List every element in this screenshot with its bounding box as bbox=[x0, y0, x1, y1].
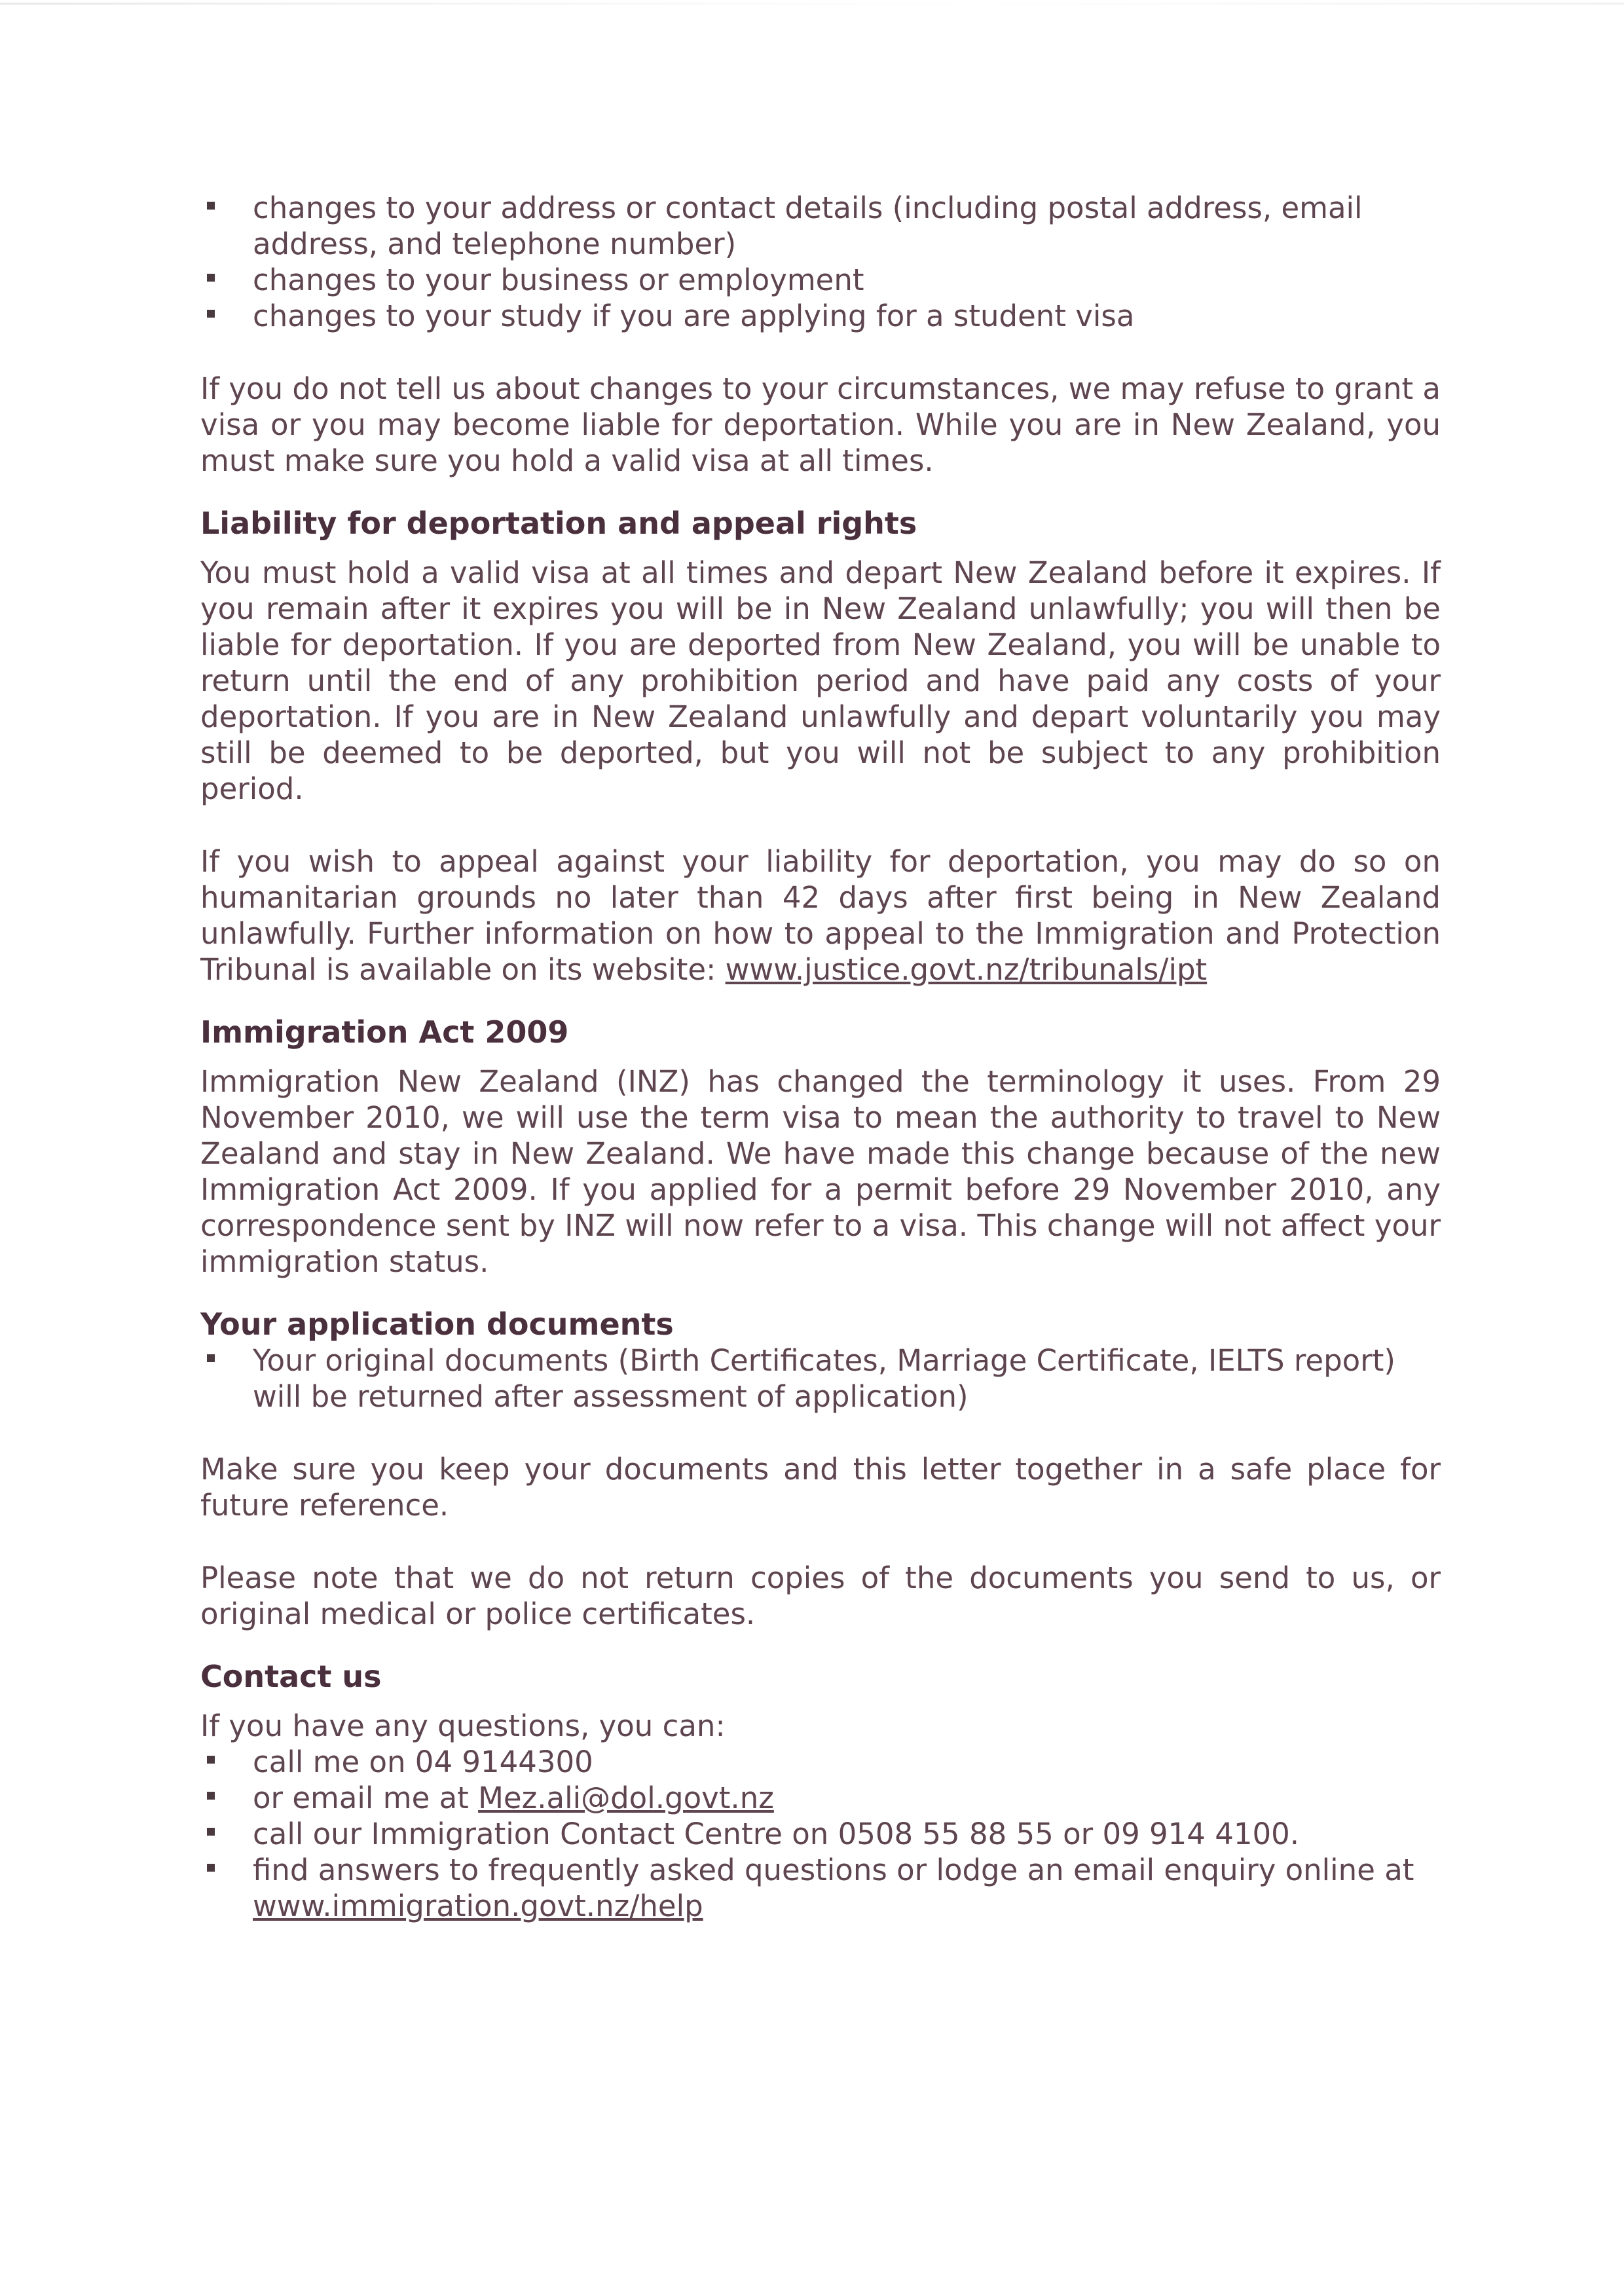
appeal-text: If you wish to appeal against your liability for deportation, you may do so on humanitarian grounds no later than 42 days after first being in New Zealand unlawfully. Further information on how to appeal to the Immigration and Protection Tribunal is available on its website: bbox=[200, 844, 1441, 987]
list-item-text: changes to your business or employment bbox=[253, 263, 864, 297]
email-link[interactable]: Mez.ali@dol.govt.nz bbox=[478, 1781, 774, 1815]
list-item-text: Your original documents (Birth Certificates, Marriage Certificate, IELTS report) will be returned after assessment of application) bbox=[253, 1343, 1395, 1414]
documents-list bbox=[200, 1342, 1441, 1415]
tribunal-website-link[interactable]: www.justice.govt.nz/tribunals/ipt bbox=[725, 952, 1208, 987]
appeal-paragraph bbox=[200, 843, 1441, 988]
list-item bbox=[200, 1816, 1441, 1852]
contact-intro: If you have any questions, you can: bbox=[200, 1709, 726, 1743]
list-item-text: changes to your study if you are applying for a student visa bbox=[253, 299, 1135, 333]
circumstances-paragraph: If you do not tell us about changes to your circumstances, we may refuse to grant a visa or you may become liable for deportation. While you are in New Zealand, you must make sure you hold a valid visa at all times. bbox=[200, 371, 1441, 478]
help-website-link[interactable]: www.immigration.govt.nz/help bbox=[253, 1889, 703, 1923]
list-item bbox=[200, 298, 1441, 334]
square-bullet-icon bbox=[207, 202, 215, 210]
square-bullet-icon bbox=[207, 1756, 215, 1764]
scan-edge bbox=[0, 3, 1624, 5]
act-heading: Immigration Act 2009 bbox=[200, 1014, 569, 1050]
list-item-text: changes to your address or contact details (including postal address, email address, and telephone number) bbox=[253, 191, 1363, 261]
documents-heading: Your application documents bbox=[200, 1306, 674, 1342]
list-item bbox=[200, 1780, 1441, 1816]
square-bullet-icon bbox=[207, 1354, 215, 1362]
square-bullet-icon bbox=[207, 274, 215, 282]
contact-heading: Contact us bbox=[200, 1659, 382, 1694]
contact-centre-text: call our Immigration Contact Centre on 0508 55 88 55 or 09 914 4100. bbox=[253, 1817, 1300, 1851]
deportation-heading: Liability for deportation and appeal rights bbox=[200, 506, 917, 541]
square-bullet-icon bbox=[207, 1792, 215, 1800]
square-bullet-icon bbox=[207, 1828, 215, 1836]
square-bullet-icon bbox=[207, 1864, 215, 1872]
contact-list bbox=[200, 1744, 1441, 1924]
list-item bbox=[200, 1852, 1441, 1924]
list-item bbox=[200, 190, 1441, 262]
letter-page bbox=[200, 190, 1441, 1924]
list-item bbox=[200, 262, 1441, 298]
faq-text: find answers to frequently asked questions or lodge an email enquiry online at bbox=[253, 1853, 1414, 1887]
act-paragraph: Immigration New Zealand (INZ) has changed the terminology it uses. From 29 November 2010, we will use the term visa to mean the authority to travel to New Zealand and stay in New Zealand. We have made this change because of the new Immigration Act 2009. If you applied for a permit before 29 November 2010, any correspondence sent by INZ will now refer to a visa. This change will not affect your immigration status. bbox=[200, 1064, 1441, 1279]
keep-documents-paragraph: Make sure you keep your documents and this letter together in a safe place for future reference. bbox=[200, 1452, 1441, 1523]
call-phone-text: call me on 04 9144300 bbox=[253, 1745, 593, 1779]
changes-list bbox=[200, 190, 1441, 334]
deportation-paragraph: You must hold a valid visa at all times and depart New Zealand before it expires. If you remain after it expires you will be in New Zealand unlawfully; you will then be liable for deportation. If you are deported from New Zealand, you will be unable to return until the end of any prohibition period and have paid any costs of your deportation. If you are in New Zealand unlawfully and depart voluntarily you may still be deemed to be deported, but you will not be subject to any prohibition period. bbox=[200, 555, 1441, 806]
list-item bbox=[200, 1744, 1441, 1780]
copies-note-paragraph: Please note that we do not return copies of the documents you send to us, or original medical or police certificates. bbox=[200, 1561, 1441, 1631]
square-bullet-icon bbox=[207, 310, 215, 318]
email-prefix-text: or email me at bbox=[253, 1781, 479, 1815]
list-item bbox=[200, 1342, 1441, 1415]
